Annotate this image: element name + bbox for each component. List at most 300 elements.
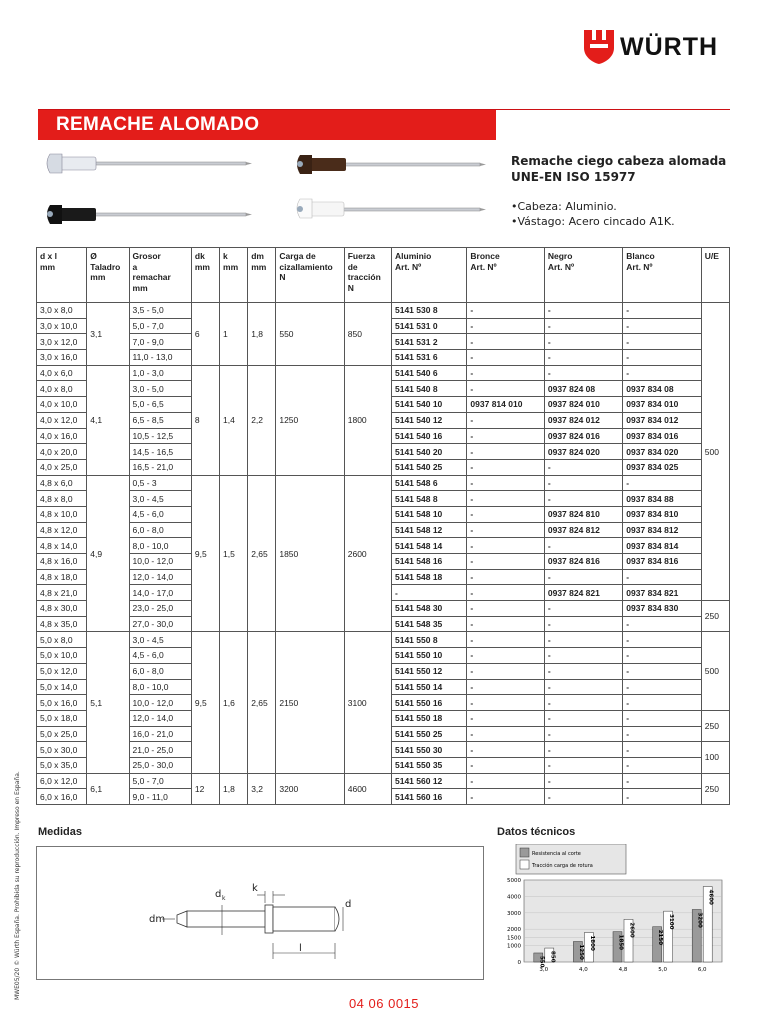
cell-negro: - [544, 475, 622, 491]
cell-negro: 0937 824 016 [544, 428, 622, 444]
bar-value-label: 2600 [628, 922, 635, 938]
y-tick-label: 1000 [507, 943, 521, 950]
cell-aluminio: 5141 530 8 [392, 303, 467, 319]
cell-dxl: 4,8 x 16,0 [37, 554, 87, 570]
bar-value-label: 3100 [668, 914, 675, 930]
product-description [511, 153, 751, 229]
cell-grosor: 5,0 - 6,5 [129, 397, 191, 413]
cell-grosor: 10,5 - 12,5 [129, 428, 191, 444]
cell-negro: - [544, 318, 622, 334]
y-tick-label: 4000 [507, 894, 521, 901]
bar-value-label: 1850 [617, 934, 624, 950]
legend-label: Tracción carga de rotura [532, 863, 593, 869]
cell-aluminio: 5141 548 12 [392, 522, 467, 538]
cell-aluminio: 5141 548 14 [392, 538, 467, 554]
cell-bronce: - [467, 303, 544, 319]
cell-dxl: 4,8 x 10,0 [37, 506, 87, 522]
x-tick-label: 6,0 [697, 967, 707, 973]
cell-bronce: - [467, 726, 544, 742]
cell-grosor: 21,0 - 25,0 [129, 742, 191, 758]
cell-aluminio: 5141 548 10 [392, 506, 467, 522]
cell-aluminio: - [392, 585, 467, 601]
cell-k: 1,5 [220, 475, 248, 632]
cell-grosor: 9,0 - 11,0 [129, 789, 191, 805]
cell-negro: - [544, 663, 622, 679]
cell-negro: - [544, 742, 622, 758]
cell-blanco: 0937 834 830 [623, 601, 701, 617]
cell-aluminio: 5141 548 35 [392, 616, 467, 632]
cell-blanco: 0937 834 88 [623, 491, 701, 507]
cell-bronce: - [467, 742, 544, 758]
cell-fuerza: 850 [344, 303, 391, 366]
cell-aluminio: 5141 531 6 [392, 350, 467, 366]
cell-blanco: - [623, 616, 701, 632]
cell-dxl: 5,0 x 8,0 [37, 632, 87, 648]
cell-dxl: 4,8 x 6,0 [37, 475, 87, 491]
cell-blanco: - [623, 757, 701, 773]
cell-bronce: - [467, 506, 544, 522]
cell-dxl: 3,0 x 12,0 [37, 334, 87, 350]
cell-blanco: - [623, 742, 701, 758]
cell-dxl: 4,8 x 14,0 [37, 538, 87, 554]
cell-grosor: 23,0 - 25,0 [129, 601, 191, 617]
cell-grosor: 3,0 - 5,0 [129, 381, 191, 397]
cell-dk: 8 [191, 365, 219, 475]
legend-swatch-traccion [520, 860, 529, 869]
bar-value-label: 550 [538, 955, 545, 968]
cell-grosor: 4,5 - 6,0 [129, 648, 191, 664]
cell-blanco: - [623, 303, 701, 319]
cell-carga: 1850 [276, 475, 344, 632]
cell-dm: 1,8 [248, 303, 276, 366]
cell-aluminio: 5141 548 16 [392, 554, 467, 570]
cell-blanco: - [623, 773, 701, 789]
cell-aluminio: 5141 550 12 [392, 663, 467, 679]
cell-bronce: - [467, 444, 544, 460]
cell-carga: 550 [276, 303, 344, 366]
cell-negro: - [544, 773, 622, 789]
cell-negro: - [544, 365, 622, 381]
cell-grosor: 11,0 - 13,0 [129, 350, 191, 366]
cell-blanco: - [623, 695, 701, 711]
cell-dxl: 3,0 x 8,0 [37, 303, 87, 319]
cell-dm: 3,2 [248, 773, 276, 804]
legend [516, 844, 626, 874]
cell-negro: - [544, 538, 622, 554]
cell-dxl: 5,0 x 12,0 [37, 663, 87, 679]
datos-title: Datos técnicos [497, 826, 576, 838]
cell-blanco: - [623, 318, 701, 334]
column-header: dm mm [248, 248, 276, 303]
description-title-1: Remache ciego cabeza alomada [511, 154, 727, 168]
cell-blanco: - [623, 334, 701, 350]
cell-aluminio: 5141 550 30 [392, 742, 467, 758]
cell-blanco: 0937 834 010 [623, 397, 701, 413]
logo-text: WÜRTH [620, 32, 719, 61]
wurth-logo-icon [584, 30, 614, 64]
copyright-note [14, 750, 26, 1020]
cell-aluminio: 5141 548 30 [392, 601, 467, 617]
bar-value-label: 2150 [657, 929, 664, 946]
cell-taladro: 3,1 [87, 303, 129, 366]
cell-blanco: - [623, 789, 701, 805]
cell-dxl: 3,0 x 10,0 [37, 318, 87, 334]
cell-aluminio: 5141 540 10 [392, 397, 467, 413]
cell-bronce: - [467, 695, 544, 711]
title-bar [38, 110, 496, 140]
cell-grosor: 14,5 - 16,5 [129, 444, 191, 460]
cell-grosor: 0,5 - 3 [129, 475, 191, 491]
cell-negro: 0937 824 010 [544, 397, 622, 413]
cell-dxl: 4,0 x 20,0 [37, 444, 87, 460]
cell-aluminio: 5141 540 12 [392, 412, 467, 428]
cell-bronce: - [467, 459, 544, 475]
column-header: Carga de cizallamiento N [276, 248, 344, 303]
cell-dxl: 3,0 x 16,0 [37, 350, 87, 366]
bar-value-label: 1800 [588, 935, 595, 951]
cell-dk: 9,5 [191, 475, 219, 632]
column-header: Aluminio Art. Nº [392, 248, 467, 303]
cell-dxl: 6,0 x 16,0 [37, 789, 87, 805]
y-tick-label: 0 [517, 960, 521, 966]
cell-bronce: - [467, 475, 544, 491]
cell-blanco: 0937 834 816 [623, 554, 701, 570]
cell-blanco: 0937 834 812 [623, 522, 701, 538]
cell-bronce: - [467, 663, 544, 679]
cell-bronce: - [467, 632, 544, 648]
cell-blanco: - [623, 726, 701, 742]
cell-blanco: - [623, 663, 701, 679]
cell-fuerza: 3100 [344, 632, 391, 773]
cell-fuerza: 1800 [344, 365, 391, 475]
feature-item: •Cabeza: Aluminio. [511, 200, 617, 213]
cell-bronce: - [467, 757, 544, 773]
y-tick-label: 3000 [507, 910, 521, 917]
cell-k: 1,6 [220, 632, 248, 773]
cell-bronce: - [467, 381, 544, 397]
cell-blanco: - [623, 648, 701, 664]
cell-dm: 2,65 [248, 632, 276, 773]
cell-aluminio: 5141 540 25 [392, 459, 467, 475]
cell-ue: 500 [701, 303, 729, 601]
cell-fuerza: 4600 [344, 773, 391, 804]
cell-grosor: 3,5 - 5,0 [129, 303, 191, 319]
legend-swatch-corte [520, 848, 529, 857]
cell-dk: 9,5 [191, 632, 219, 773]
table-row [37, 632, 730, 648]
cell-aluminio: 5141 560 12 [392, 773, 467, 789]
label-d: d [345, 899, 352, 910]
cell-blanco: 0937 834 814 [623, 538, 701, 554]
cell-aluminio: 5141 550 10 [392, 648, 467, 664]
cell-dxl: 5,0 x 10,0 [37, 648, 87, 664]
cell-bronce: - [467, 710, 544, 726]
cell-negro: - [544, 726, 622, 742]
cell-grosor: 6,0 - 8,0 [129, 663, 191, 679]
table-header-row [37, 248, 730, 303]
cell-dxl: 4,8 x 12,0 [37, 522, 87, 538]
cell-fuerza: 2600 [344, 475, 391, 632]
cell-ue: 250 [701, 601, 729, 632]
cell-blanco: 0937 834 810 [623, 506, 701, 522]
cell-dxl: 4,0 x 12,0 [37, 412, 87, 428]
cell-dm: 2,65 [248, 475, 276, 632]
column-header: dk mm [191, 248, 219, 303]
cell-dxl: 4,0 x 10,0 [37, 397, 87, 413]
cell-grosor: 12,0 - 14,0 [129, 569, 191, 585]
cell-aluminio: 5141 540 8 [392, 381, 467, 397]
cell-aluminio: 5141 540 6 [392, 365, 467, 381]
cell-dxl: 4,8 x 35,0 [37, 616, 87, 632]
cell-dxl: 4,8 x 21,0 [37, 585, 87, 601]
cell-dxl: 4,0 x 25,0 [37, 459, 87, 475]
cell-bronce: - [467, 365, 544, 381]
cell-bronce: - [467, 538, 544, 554]
rivet-white-image [297, 199, 486, 218]
cell-bronce: - [467, 585, 544, 601]
cell-negro: - [544, 303, 622, 319]
column-header: Grosor a remachar mm [129, 248, 191, 303]
column-header: k mm [220, 248, 248, 303]
cell-bronce: - [467, 428, 544, 444]
cell-aluminio: 5141 550 16 [392, 695, 467, 711]
cell-negro: - [544, 789, 622, 805]
cell-negro: 0937 824 821 [544, 585, 622, 601]
cell-carga: 2150 [276, 632, 344, 773]
cell-negro: - [544, 632, 622, 648]
cell-blanco: 0937 834 012 [623, 412, 701, 428]
cell-dxl: 5,0 x 25,0 [37, 726, 87, 742]
cell-negro: - [544, 616, 622, 632]
cell-bronce: - [467, 789, 544, 805]
cell-negro: - [544, 350, 622, 366]
product-table [36, 247, 730, 805]
rivet-bronze-image [297, 155, 486, 174]
column-header: Fuerza de tracción N [344, 248, 391, 303]
label-dk: d [215, 889, 222, 900]
medidas-title: Medidas [38, 826, 83, 838]
cell-grosor: 1,0 - 3,0 [129, 365, 191, 381]
rivet-images [40, 150, 500, 235]
cell-aluminio: 5141 548 18 [392, 569, 467, 585]
cell-grosor: 6,5 - 8,5 [129, 412, 191, 428]
x-tick-label: 3,0 [539, 967, 549, 973]
x-tick-label: 4,0 [579, 967, 588, 973]
cell-bronce: - [467, 679, 544, 695]
column-header: Blanco Art. Nº [623, 248, 701, 303]
x-tick-label: 5,0 [658, 967, 667, 973]
cell-grosor: 3,0 - 4,5 [129, 632, 191, 648]
table-row [37, 303, 730, 319]
cell-grosor: 25,0 - 30,0 [129, 757, 191, 773]
cell-negro: 0937 824 020 [544, 444, 622, 460]
column-header: d x l mm [37, 248, 87, 303]
legend-label: Resistencia al corte [532, 851, 581, 857]
cell-aluminio: 5141 550 25 [392, 726, 467, 742]
cell-dxl: 4,0 x 16,0 [37, 428, 87, 444]
label-dm: dm [149, 914, 166, 925]
cell-bronce: - [467, 318, 544, 334]
cell-dxl: 5,0 x 14,0 [37, 679, 87, 695]
rivet-aluminium-image [47, 154, 252, 173]
column-header: Ø Taladro mm [87, 248, 129, 303]
cell-bronce: - [467, 491, 544, 507]
cell-aluminio: 5141 540 20 [392, 444, 467, 460]
bar-value-label: 850 [549, 951, 556, 963]
cell-aluminio: 5141 531 0 [392, 318, 467, 334]
label-l: l [299, 943, 302, 954]
cell-k: 1,4 [220, 365, 248, 475]
cell-aluminio: 5141 531 2 [392, 334, 467, 350]
y-tick-label: 5000 [507, 878, 521, 884]
column-header: U/E [701, 248, 729, 303]
cell-negro: - [544, 459, 622, 475]
cell-aluminio: 5141 550 14 [392, 679, 467, 695]
cell-grosor: 10,0 - 12,0 [129, 695, 191, 711]
cell-blanco: - [623, 475, 701, 491]
cell-bronce: - [467, 616, 544, 632]
cell-negro: - [544, 695, 622, 711]
cell-negro: - [544, 710, 622, 726]
cell-negro: - [544, 601, 622, 617]
cell-blanco: 0937 834 016 [623, 428, 701, 444]
cell-k: 1,8 [220, 773, 248, 804]
cell-ue: 250 [701, 710, 729, 741]
cell-dk: 12 [191, 773, 219, 804]
label-dk-sub: k [222, 895, 226, 902]
cell-dxl: 4,8 x 30,0 [37, 601, 87, 617]
cell-blanco: - [623, 365, 701, 381]
cell-dxl: 5,0 x 30,0 [37, 742, 87, 758]
cell-blanco: 0937 834 08 [623, 381, 701, 397]
cell-bronce: - [467, 648, 544, 664]
cell-ue: 100 [701, 742, 729, 773]
bar-value-label: 3200 [696, 912, 703, 928]
page-title: REMACHE ALOMADO [56, 114, 260, 135]
wurth-logo [584, 30, 718, 64]
cell-blanco: 0937 834 025 [623, 459, 701, 475]
cell-negro: - [544, 569, 622, 585]
cell-blanco: - [623, 679, 701, 695]
cell-bronce: - [467, 412, 544, 428]
cell-bronce: - [467, 522, 544, 538]
cell-negro: - [544, 757, 622, 773]
tech-chart [496, 844, 730, 984]
cell-dxl: 4,0 x 6,0 [37, 365, 87, 381]
cell-dxl: 5,0 x 16,0 [37, 695, 87, 711]
cell-grosor: 16,5 - 21,0 [129, 459, 191, 475]
cell-aluminio: 5141 550 8 [392, 632, 467, 648]
cell-negro: 0937 824 810 [544, 506, 622, 522]
label-k: k [252, 883, 258, 894]
cell-grosor: 5,0 - 7,0 [129, 773, 191, 789]
cell-negro: 0937 824 812 [544, 522, 622, 538]
cell-negro: 0937 824 08 [544, 381, 622, 397]
feature-item: •Vástago: Acero cincado A1K. [511, 215, 675, 228]
cell-bronce: - [467, 601, 544, 617]
cell-taladro: 4,1 [87, 365, 129, 475]
cell-dxl: 4,8 x 18,0 [37, 569, 87, 585]
cell-blanco: 0937 834 821 [623, 585, 701, 601]
copyright-text: MWE05/20 © Würth España. Prohibida su reproducción. Impreso en España. [14, 771, 21, 1000]
cell-blanco: - [623, 350, 701, 366]
cell-bronce: - [467, 773, 544, 789]
cell-blanco: - [623, 710, 701, 726]
column-header: Negro Art. Nº [544, 248, 622, 303]
cell-bronce: - [467, 334, 544, 350]
cell-aluminio: 5141 548 6 [392, 475, 467, 491]
cell-grosor: 10,0 - 12,0 [129, 554, 191, 570]
cell-negro: 0937 824 816 [544, 554, 622, 570]
cell-aluminio: 5141 550 35 [392, 757, 467, 773]
cell-grosor: 5,0 - 7,0 [129, 318, 191, 334]
page-footer: 04 06 0015 [348, 996, 420, 1011]
table-row [37, 475, 730, 491]
cell-grosor: 27,0 - 30,0 [129, 616, 191, 632]
cell-bronce: 0937 814 010 [467, 397, 544, 413]
cell-grosor: 8,0 - 10,0 [129, 538, 191, 554]
cell-grosor: 6,0 - 8,0 [129, 522, 191, 538]
y-tick-label: 2000 [507, 927, 521, 934]
cell-aluminio: 5141 560 16 [392, 789, 467, 805]
cell-aluminio: 5141 550 18 [392, 710, 467, 726]
cell-carga: 1250 [276, 365, 344, 475]
x-tick-label: 4,8 [618, 967, 628, 973]
dimension-diagram [36, 846, 484, 980]
cell-ue: 500 [701, 632, 729, 710]
cell-grosor: 14,0 - 17,0 [129, 585, 191, 601]
cell-negro: 0937 824 012 [544, 412, 622, 428]
cell-bronce: - [467, 554, 544, 570]
cell-grosor: 16,0 - 21,0 [129, 726, 191, 742]
bar-value-label: 1250 [577, 944, 584, 960]
cell-grosor: 3,0 - 4,5 [129, 491, 191, 507]
cell-bronce: - [467, 569, 544, 585]
table-row [37, 365, 730, 381]
feature-list [511, 199, 751, 229]
cell-dm: 2,2 [248, 365, 276, 475]
cell-taladro: 6,1 [87, 773, 129, 804]
column-header: Bronce Art. Nº [467, 248, 544, 303]
cell-k: 1 [220, 303, 248, 366]
cell-blanco: 0937 834 020 [623, 444, 701, 460]
cell-blanco: - [623, 569, 701, 585]
cell-dxl: 4,8 x 8,0 [37, 491, 87, 507]
cell-dxl: 6,0 x 12,0 [37, 773, 87, 789]
cell-negro: - [544, 334, 622, 350]
cell-aluminio: 5141 540 16 [392, 428, 467, 444]
cell-grosor: 7,0 - 9,0 [129, 334, 191, 350]
rivet-black-image [47, 205, 252, 224]
cell-bronce: - [467, 350, 544, 366]
table-row [37, 773, 730, 789]
cell-negro: - [544, 679, 622, 695]
cell-aluminio: 5141 548 8 [392, 491, 467, 507]
cell-ue: 250 [701, 773, 729, 804]
cell-carga: 3200 [276, 773, 344, 804]
cell-negro: - [544, 491, 622, 507]
cell-blanco: - [623, 632, 701, 648]
cell-grosor: 12,0 - 14,0 [129, 710, 191, 726]
cell-dk: 6 [191, 303, 219, 366]
cell-dxl: 5,0 x 18,0 [37, 710, 87, 726]
cell-taladro: 4,9 [87, 475, 129, 632]
y-tick-label: 1500 [507, 935, 521, 942]
cell-grosor: 4,5 - 6,0 [129, 506, 191, 522]
cell-dxl: 5,0 x 35,0 [37, 757, 87, 773]
description-title-2: UNE-EN ISO 15977 [511, 170, 636, 184]
cell-negro: - [544, 648, 622, 664]
